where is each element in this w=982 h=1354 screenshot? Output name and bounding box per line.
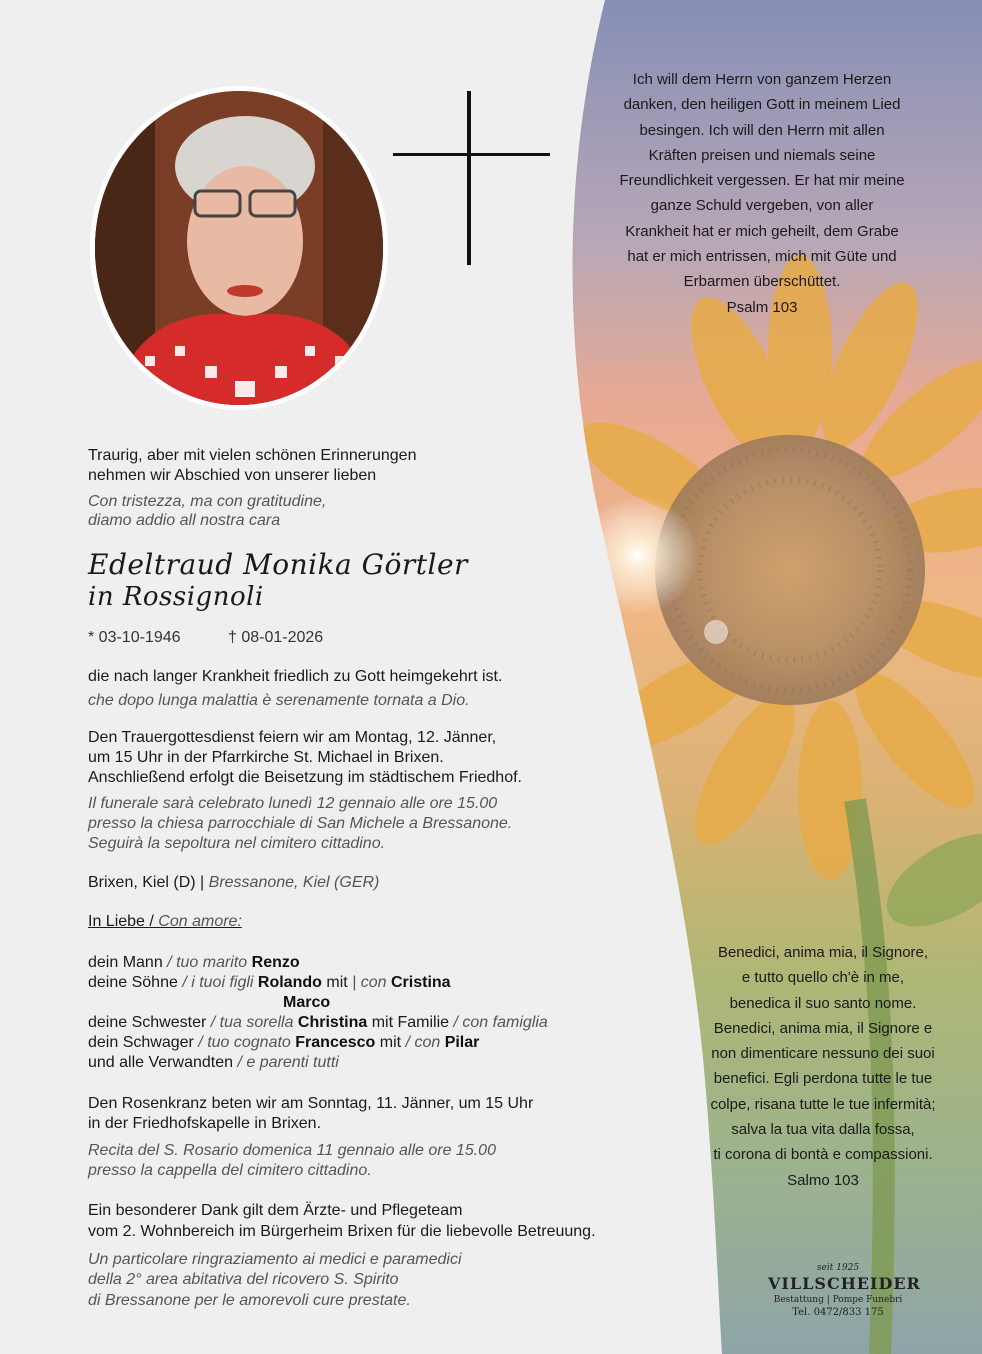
son1-name: Rolando <box>257 974 322 991</box>
brother-in-law-it: / tuo cognato <box>198 1034 291 1051</box>
psalm-it-reference: Salmo 103 <box>787 1171 859 1189</box>
intro-it-line1: Con tristezza, ma con gratitudine, <box>88 493 327 510</box>
husband-name: Renzo <box>251 954 300 971</box>
logo-phone: Tel. 0472/833 175 <box>792 1307 884 1318</box>
birth-date: * 03-10-1946 <box>88 629 181 646</box>
rosary-de-1: Den Rosenkranz beten wir am Sonntag, 11. Jänner, um 15 Uhr <box>88 1095 534 1112</box>
funeral-home-logo <box>768 1263 921 1320</box>
psalm-de <box>602 67 922 320</box>
psalm-it-line: benefici. Egli perdona tutte le tue <box>713 1070 933 1088</box>
family-brother-in-law <box>88 1033 479 1053</box>
psalm-de-line: danken, den heiligen Gott in meinem Lied <box>623 96 901 114</box>
family-relatives <box>88 1053 339 1073</box>
psalm-it-line: salva la tua vita dalla fossa, <box>731 1121 915 1139</box>
funeral-de-2: um 15 Uhr in der Pfarrkirche St. Michael in Brixen. <box>88 749 444 766</box>
passing-it: che dopo lunga malattia è serenamente tornata a Dio. <box>88 692 470 709</box>
sister-mit: mit Familie <box>371 1014 450 1031</box>
psalm-de-line: Freundlichkeit vergessen. Er hat mir meine <box>619 172 905 190</box>
funeral-it-2: presso la chiesa parrocchiale di San Michele a Bressanone. <box>88 815 513 832</box>
rosary-it-1: Recita del S. Rosario domenica 11 gennaio alle ore 15.00 <box>88 1142 496 1159</box>
logo-name: VILLSCHEIDER <box>768 1274 921 1293</box>
husband-it: / tuo marito <box>167 954 248 971</box>
rosary-de-2: in der Friedhofskapelle in Brixen. <box>88 1115 322 1132</box>
place-separator: | <box>200 874 205 891</box>
sons-con: | con <box>352 974 387 991</box>
sons-de: deine Söhne <box>88 974 178 991</box>
place-line <box>88 873 379 893</box>
thanks-de-2: vom 2. Wohnbereich im Bürgerheim Brixen für die liebevolle Betreuung. <box>88 1223 596 1240</box>
intro-it-line2: diamo addio all nostra cara <box>88 512 281 529</box>
sister-con: / con famiglia <box>453 1014 548 1031</box>
love-heading <box>88 912 242 932</box>
psalm-de-line: Krankheit hat er mich geheilt, dem Grabe <box>625 222 899 240</box>
cross-icon <box>467 91 471 265</box>
brother-in-law-mit: mit <box>379 1034 402 1051</box>
thanks-it-3: di Bressanone per le amorevoli cure prestate. <box>88 1292 411 1309</box>
relatives-de: und alle Verwandten <box>88 1054 233 1071</box>
place-de: Brixen, Kiel (D) <box>88 874 196 891</box>
psalm-it-line: non dimenticare nessuno dei suoi <box>711 1045 935 1063</box>
sister-de: deine Schwester <box>88 1014 207 1031</box>
sister-name: Christina <box>297 1014 368 1031</box>
cross-icon-bar <box>393 153 550 156</box>
relatives-it: / e parenti tutti <box>237 1054 339 1071</box>
passing-de: die nach langer Krankheit friedlich zu Gott heimgekehrt ist. <box>88 668 503 685</box>
logo-since: seit 1925 <box>816 1263 860 1273</box>
thanks-de-1: Ein besonderer Dank gilt dem Ärzte- und Pflegeteam <box>88 1202 463 1219</box>
psalm-it-line: ti corona di bontà e compassioni. <box>713 1146 933 1164</box>
psalm-it-line: Benedici, anima mia, il Signore, <box>717 944 929 961</box>
psalm-de-line: ganze Schuld vergeben, von aller <box>650 197 874 215</box>
son1-partner-name: Cristina <box>391 974 451 991</box>
husband-de: dein Mann <box>88 954 163 971</box>
psalm-de-line: Erbarmen überschüttet. <box>683 273 841 291</box>
family-son2 <box>283 993 330 1013</box>
deceased-maiden-name: in Rossignoli <box>88 582 264 612</box>
psalm-de-line: besingen. Ich will den Herrn mit allen <box>639 121 885 139</box>
love-de: In Liebe <box>88 913 145 930</box>
intro-de-line1: Traurig, aber mit vielen schönen Erinnerungen <box>88 447 417 464</box>
love-separator: / <box>149 913 154 930</box>
rosary-it-2: presso la cappella del cimitero cittadino. <box>88 1162 372 1179</box>
family-husband <box>88 953 300 973</box>
sons-it: / i tuoi figli <box>182 974 254 991</box>
psalm-de-reference: Psalm 103 <box>726 298 798 316</box>
funeral-de-3: Anschließend erfolgt die Beisetzung im städtischem Friedhof. <box>88 769 522 786</box>
thanks-it-2: della 2° area abitativa del ricovero S. Spirito <box>88 1271 399 1288</box>
funeral-de-1: Den Trauergottesdienst feiern wir am Montag, 12. Jänner, <box>88 729 497 746</box>
place-it: Bressanone, Kiel (GER) <box>208 874 380 891</box>
son2-name: Marco <box>283 994 331 1011</box>
psalm-de-line: Kräften preisen und niemals seine <box>648 146 876 164</box>
love-it: Con amore: <box>158 913 242 930</box>
brother-in-law-de: dein Schwager <box>88 1034 194 1051</box>
deceased-name: Edeltraud Monika Görtler <box>88 548 468 581</box>
psalm-it-line: benedica il suo santo nome. <box>729 994 917 1012</box>
psalm-it-line: Benedici, anima mia, il Signore e <box>713 1019 933 1037</box>
psalm-it-line: colpe, risana tutte le tue infermità; <box>710 1095 936 1113</box>
brother-in-law-con: / con <box>405 1034 441 1051</box>
psalm-it <box>683 940 963 1193</box>
psalm-de-line: Ich will dem Herrn von ganzem Herzen <box>632 71 892 88</box>
death-date: † 08-01-2026 <box>228 629 324 646</box>
thanks-it-1: Un particolare ringraziamento ai medici e paramedici <box>88 1251 462 1268</box>
logo-subtitle: Bestattung | Pompe Funebri <box>773 1295 903 1305</box>
brother-in-law-partner-name: Pilar <box>444 1034 480 1051</box>
family-sister <box>88 1013 548 1033</box>
psalm-de-line: hat er mich entrissen, mich mit Güte und <box>627 248 897 266</box>
family-sons <box>88 973 451 993</box>
funeral-it-3: Seguirà la sepoltura nel cimitero cittadino. <box>88 835 386 852</box>
psalm-it-line: e tutto quello ch'è in me, <box>741 969 905 987</box>
funeral-it-1: Il funerale sarà celebrato lunedì 12 gennaio alle ore 15.00 <box>88 795 498 812</box>
brother-in-law-name: Francesco <box>295 1034 376 1051</box>
sister-it: / tua sorella <box>210 1014 294 1031</box>
sons-mit: mit <box>326 974 348 991</box>
portrait-photo <box>90 86 388 410</box>
intro-de-line2: nehmen wir Abschied von unserer lieben <box>88 467 377 484</box>
